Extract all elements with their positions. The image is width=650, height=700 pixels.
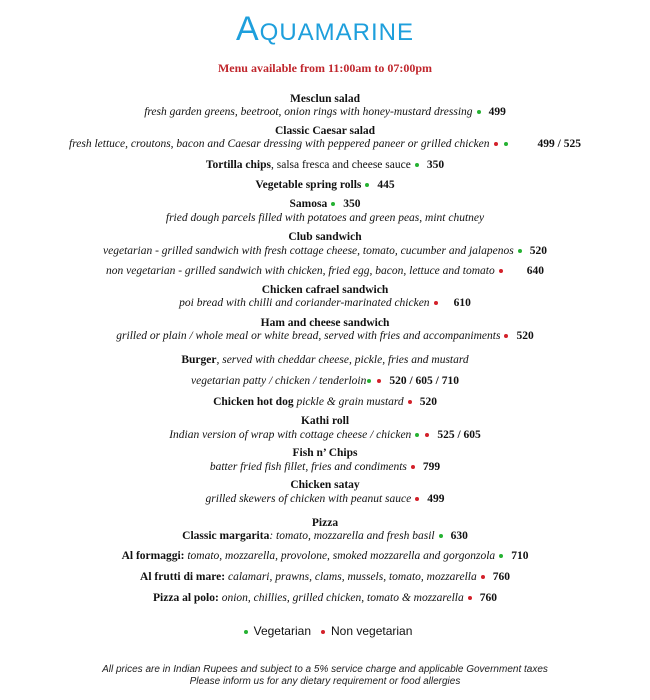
item-line: Tortilla chips, salsa fresca and cheese sauce 350 xyxy=(205,159,445,171)
item-line: Vegetable spring rolls 445 xyxy=(255,179,395,191)
nonveg-dot-icon xyxy=(481,575,485,579)
veg-dot-icon xyxy=(504,142,508,146)
legend-veg-label: Vegetarian xyxy=(253,624,311,638)
nonveg-dot-icon xyxy=(504,334,508,338)
item-price: 710 xyxy=(511,550,529,562)
item-price: 630 xyxy=(450,530,468,542)
item-line: Samosa 350 xyxy=(289,198,361,210)
item-price: 499 / 525 xyxy=(537,138,581,150)
item-line: Classic margarita: tomato, mozzarella and fresh basil 630 xyxy=(182,530,468,542)
veg-dot-icon xyxy=(518,249,522,253)
nonveg-dot-icon xyxy=(494,142,498,146)
item-detail: vegetarian - grilled sandwich with fresh cottage cheese, tomato, cucumber and jalapenos 520 xyxy=(103,245,547,257)
veg-dot-icon xyxy=(499,554,503,558)
item-name: Chicken satay xyxy=(290,479,360,491)
item-price: 610 xyxy=(453,297,471,309)
restaurant-title: Aquamarine xyxy=(235,10,415,48)
item-detail: poi bread with chilli and coriander-marinated chicken 610 xyxy=(179,297,471,309)
item-price: 520 xyxy=(516,330,534,342)
item-detail: grilled or plain / whole meal or white bread, served with fries and accompaniments 520 xyxy=(116,330,534,342)
item-name: Mesclun salad xyxy=(290,93,360,105)
veg-dot-icon xyxy=(365,183,369,187)
item-price: 760 xyxy=(492,571,510,583)
item-price: 350 xyxy=(426,159,445,171)
nonveg-dot-icon xyxy=(434,301,438,305)
item-line: Al formaggi: tomato, mozzarella, provolone, smoked mozzarella and gorgonzola 710 xyxy=(121,550,529,562)
item-price: 760 xyxy=(479,592,497,604)
item-line: Pizza al polo: onion, chillies, grilled chicken, tomato & mozzarella 760 xyxy=(153,592,497,604)
nonveg-dot-icon xyxy=(415,497,419,501)
veg-dot-icon xyxy=(415,433,419,437)
footer-taxes-note: All prices are in Indian Rupees and subject to a 5% service charge and applicable Government taxes xyxy=(102,664,548,675)
item-price: 640 xyxy=(526,265,544,277)
nonveg-dot-icon xyxy=(499,269,503,273)
item-detail: vegetarian patty / chicken / tenderloin 520 / 605 / 710 xyxy=(191,375,459,387)
item-line: Al frutti di mare: calamari, prawns, clams, mussels, tomato, mozzarella 760 xyxy=(140,571,510,583)
item-detail: non vegetarian - grilled sandwich with chicken, fried egg, bacon, lettuce and tomato 640 xyxy=(106,265,544,277)
item-price: 445 xyxy=(377,179,395,191)
item-detail: fried dough parcels filled with potatoes and green peas, mint chutney xyxy=(165,212,485,224)
item-name: Classic Caesar salad xyxy=(274,125,376,137)
item-price: 520 xyxy=(529,245,547,257)
veg-dot-icon xyxy=(439,534,443,538)
nonveg-dot-icon xyxy=(377,379,381,383)
item-detail: fresh lettuce, croutons, bacon and Caesar dressing with peppered paneer or grilled chicken 499 / 525 xyxy=(69,138,581,150)
item-price: 520 / 605 / 710 xyxy=(389,375,459,387)
item-detail: batter fried fish fillet, fries and condiments 799 xyxy=(209,461,441,473)
item-detail: fresh garden greens, beetroot, onion rings with honey-mustard dressing 499 xyxy=(144,106,506,118)
item-name: Kathi roll xyxy=(300,415,350,427)
footer-allergy-note: Please inform us for any dietary requirement or food allergies xyxy=(189,676,461,687)
veg-dot-icon xyxy=(477,110,481,114)
item-detail: Indian version of wrap with cottage cheese / chicken 525 / 605 xyxy=(169,429,481,441)
item-name: Club sandwich xyxy=(288,231,362,243)
item-price: 799 xyxy=(422,461,441,473)
section-heading: Pizza xyxy=(311,517,339,529)
item-line: Chicken hot dog pickle & grain mustard 520 xyxy=(213,396,437,408)
legend-nonveg-label: Non vegetarian xyxy=(331,624,413,638)
nonveg-dot-icon xyxy=(411,465,415,469)
nonveg-dot-icon xyxy=(425,433,429,437)
item-name: Ham and cheese sandwich xyxy=(260,317,390,329)
veg-dot-icon xyxy=(415,163,419,167)
item-name: Chicken cafrael sandwich xyxy=(261,284,389,296)
item-price: 520 xyxy=(419,396,437,408)
item-price: 350 xyxy=(343,198,361,210)
item-price: 499 xyxy=(488,106,506,118)
veg-dot-icon xyxy=(331,202,335,206)
nonveg-dot-icon xyxy=(408,400,412,404)
item-line: Burger, served with cheddar cheese, pickle, fries and mustard xyxy=(181,354,469,366)
item-price: 525 / 605 xyxy=(437,429,481,441)
diet-legend xyxy=(0,624,650,638)
menu-hours: Menu available from 11:00am to 07:00pm xyxy=(217,61,433,75)
veg-dot-icon xyxy=(244,630,248,634)
item-detail: grilled skewers of chicken with peanut sauce 499 xyxy=(205,493,445,505)
item-name: Fish n’ Chips xyxy=(292,447,358,459)
veg-dot-icon xyxy=(367,379,371,383)
item-price: 499 xyxy=(427,493,445,505)
nonveg-dot-icon xyxy=(321,630,325,634)
nonveg-dot-icon xyxy=(468,596,472,600)
